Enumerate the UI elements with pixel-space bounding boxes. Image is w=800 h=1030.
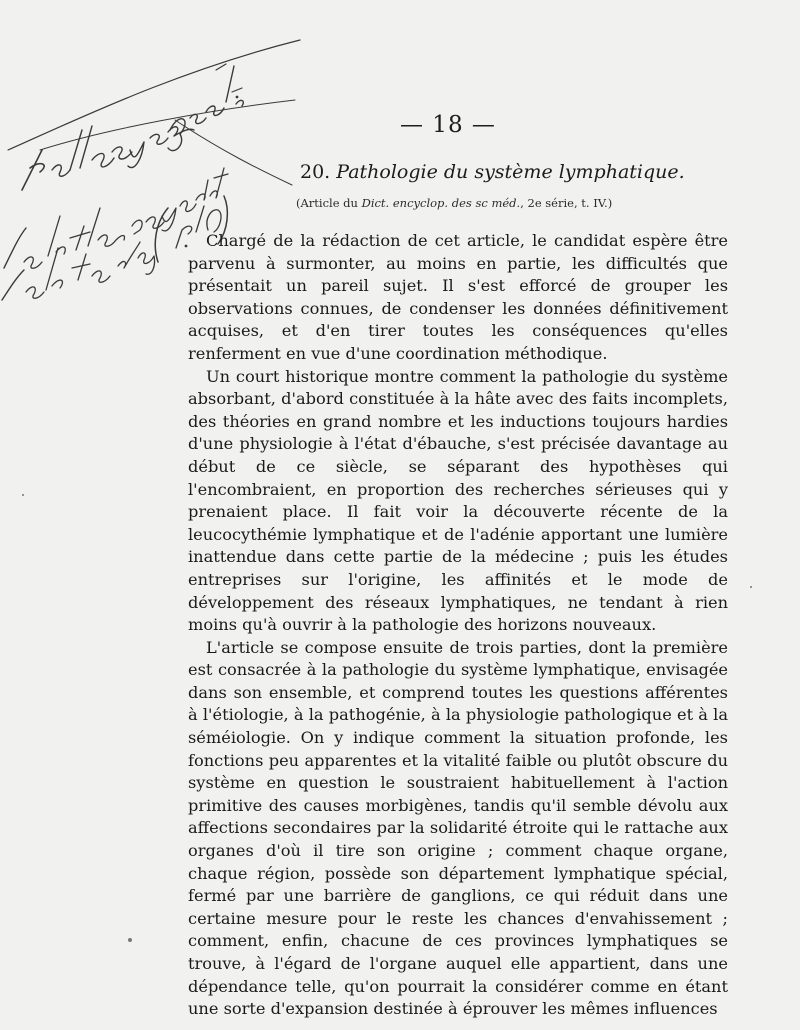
body-text bbox=[188, 230, 728, 1021]
paper-speck bbox=[22, 494, 24, 496]
page-number: — 18 — bbox=[400, 112, 496, 138]
paragraph: Un court historique montre comment la pathologie du système absorbant, d'abord constituée à la hâte avec des faits incomplets, des théories en grand nombre et les inductions toujours hardies d'une physiologie à l'état d'ébauche, s'est précisée davantage au début de ce siècle, se séparant des hypothèses qui l'encombraient, en proportion des recherches sérieuses qui y prenaient place. Il fait voir la découverte récente de la leucocythémie lymphatique et de l'adénie apportant une lumière inattendue dans cette partie de la médecine ; puis les études entreprises sur l'origine, les affinités et le mode de développement des réseaux lymphatiques, ne tendant à rien moins qu'à ouvrir à la pathologie des horizons nouveaux. bbox=[188, 366, 728, 635]
article-title: Pathologie du système lymphatique. bbox=[336, 161, 685, 183]
article-heading bbox=[300, 161, 685, 183]
source-title: Dict. encyclop. des sc méd. bbox=[361, 196, 521, 210]
source-prefix: (Article du bbox=[296, 196, 362, 210]
article-number: 20. bbox=[300, 161, 331, 183]
paragraph: Chargé de la rédaction de cet article, le candidat espère être parvenu à surmonter, au moins en partie, les difficultés que présentait un pareil sujet. Il s'est efforcé de grouper les observations connues, de condenser les données définitivement acquises, et d'en tirer toutes les conséquences qu'elles renferment en vue d'une coordination méthodique. bbox=[188, 231, 728, 363]
article-source bbox=[296, 196, 612, 210]
paragraph: L'article se compose ensuite de trois parties, dont la première est consacrée à la pathologie du système lymphatique, envisagée dans son ensemble, et comprend toutes les questions afférentes à l'étiologie, à la pathogénie, à la physiologie pathologique et à la séméiologie. On y indique comment la situation profonde, les fonctions peu apparentes et la vitalité faible ou plutôt obscure du système en question le soustraient habituellement à l'action primitive des causes morbigènes, tandis qu'il semble dévolu aux affections secondaires par la solidarité étroite qui le rattache aux organes d'où il tire son origine ; comment chaque organe, chaque région, possède son département lymphatique spécial, fermé par une barrière de ganglions, ce qui réduit dans une certaine mesure pour le reste les chances d'envahissement ; comment, enfin, chacune de ces provinces lymphatiques se trouve, à l'égard de l'organe auquel elle appartient, dans une dépendance telle, qu'on pourrait la considérer comme en étant une sorte d'expansion destinée à éprouver les mêmes influences bbox=[188, 637, 728, 1019]
source-suffix: , 2e série, t. IV.) bbox=[520, 196, 613, 210]
paper-speck bbox=[128, 938, 132, 942]
paper-speck bbox=[750, 586, 752, 588]
